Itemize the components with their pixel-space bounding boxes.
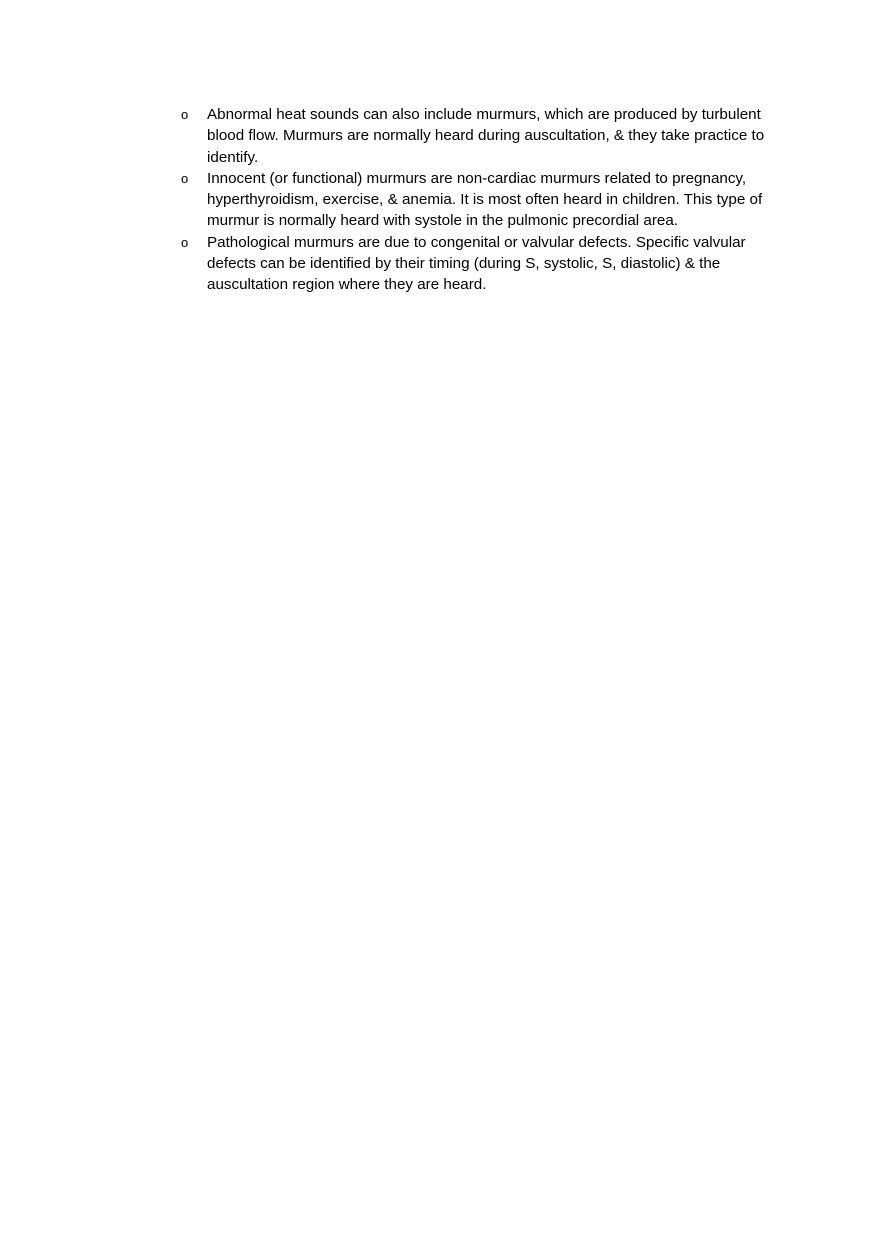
hollow-bullet-icon: o [181, 234, 189, 250]
bullet-list [181, 104, 773, 296]
list-item [181, 232, 773, 296]
list-item [181, 168, 773, 232]
list-item-text: Innocent (or functional) murmurs are non-cardiac murmurs related to pregnancy, hyperthyroidism, exercise, & anemia. It is most often heard in children. This type of murmur is normally heard with systole in the pulmonic precordial area. [207, 169, 763, 230]
list-item-text: Pathological murmurs are due to congenital or valvular defects. Specific valvular defects can be identified by their timing (during S, systolic, S, diastolic) & the auscultation region where they are heard. [207, 233, 746, 294]
hollow-bullet-icon: o [181, 170, 189, 186]
list-item [181, 104, 773, 168]
hollow-bullet-icon: o [181, 107, 189, 122]
list-item-text: Abnormal heat sounds can also include murmurs, which are produced by turbulent blood flow. Murmurs are normally heard during auscultation, & they take practice to identify. [207, 106, 765, 166]
